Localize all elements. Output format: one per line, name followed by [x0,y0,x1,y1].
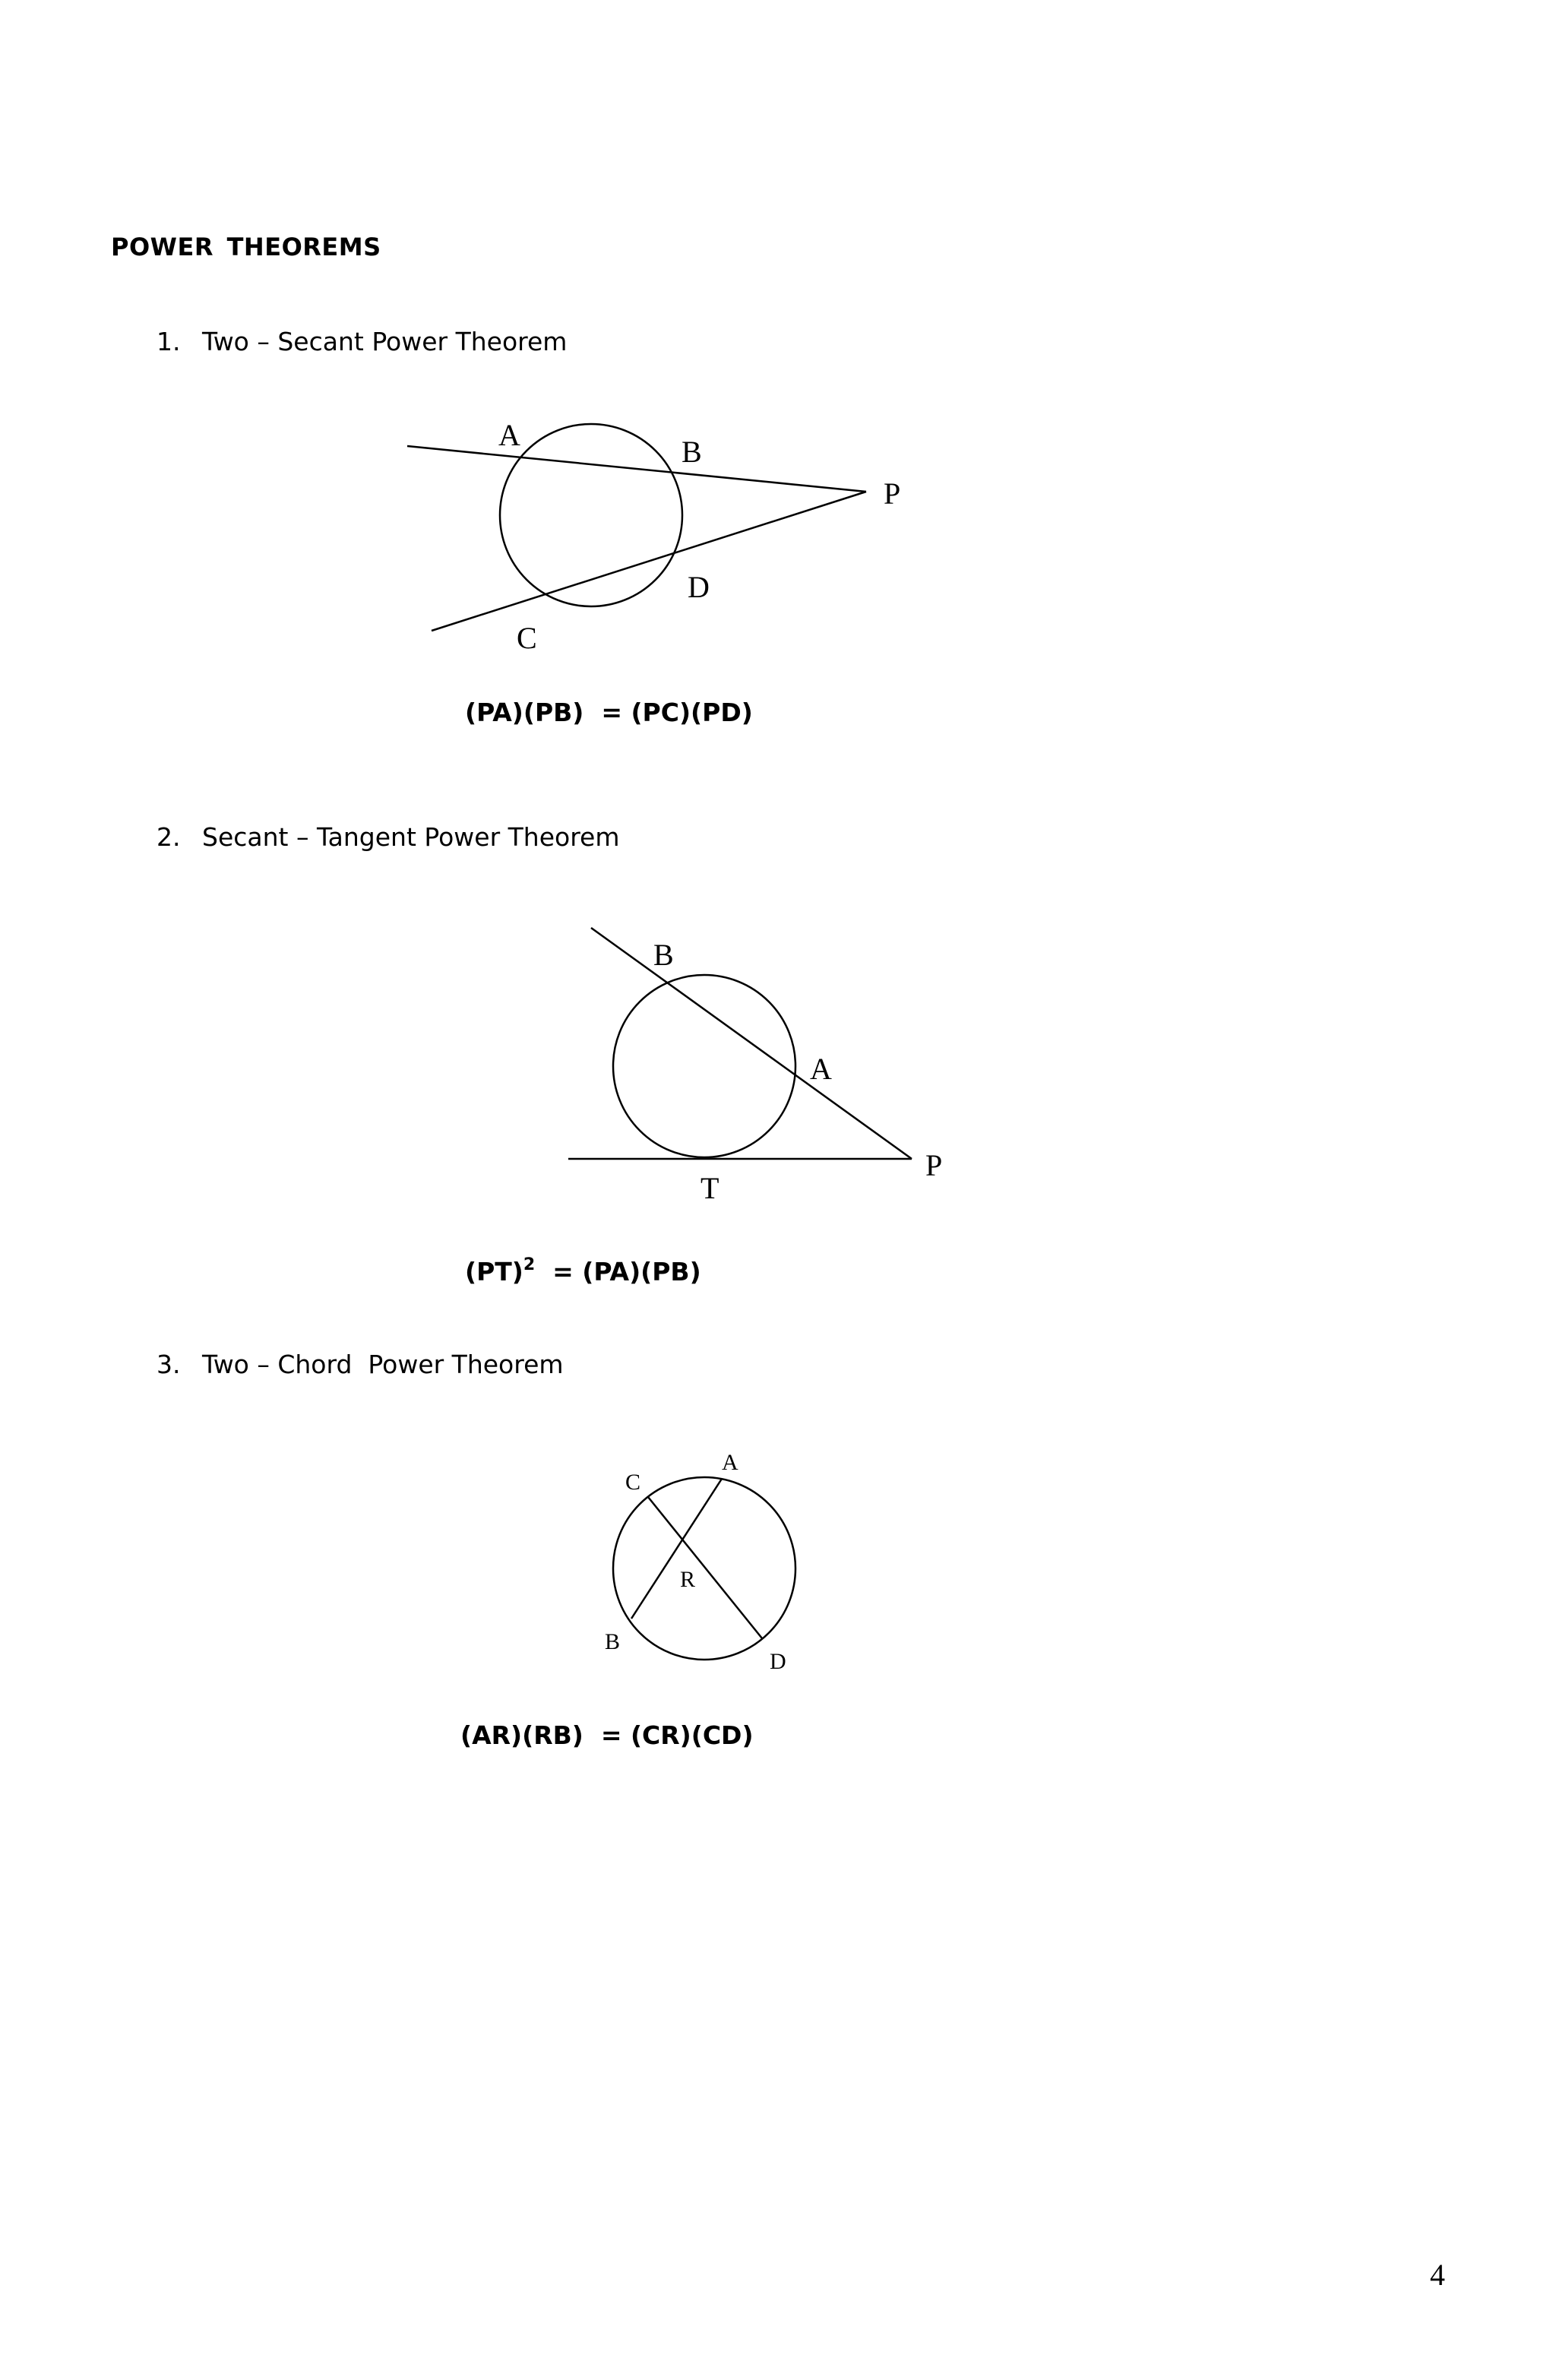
label-C: C [625,1470,641,1495]
theorem-2-number: 2. [157,822,181,852]
secant-line-upper [407,446,866,492]
secant-line-lower [432,492,866,631]
theorem-3-title: Two – Chord Power Theorem [202,1350,564,1379]
label-T: T [701,1171,719,1205]
label-A: A [810,1052,832,1086]
label-D: D [688,570,710,604]
secant-tangent-figure [568,928,942,1205]
label-B: B [682,435,702,469]
label-A: A [498,418,520,452]
label-P: P [925,1148,943,1182]
theorem-3-number: 3. [157,1350,181,1379]
label-B: B [605,1629,621,1654]
page-number: 4 [1430,2258,1445,2292]
theorem-2-formula [465,1255,701,1287]
formula-2-exponent: 2 [523,1255,536,1274]
theorem-3-formula: (AR)(RB) = (CR)(CD) [460,1720,754,1750]
theorem-1-formula: (PA)(PB) = (PC)(PD) [465,698,753,727]
formula-2-right: = (PA)(PB) [535,1257,701,1287]
formula-2-left: (PT) [465,1257,523,1287]
two-chord-figure [605,1450,795,1674]
label-A: A [722,1450,738,1475]
theorem-3-title-line [157,1350,564,1379]
page-heading: POWER THEOREMS [111,233,381,261]
secant-line [591,928,912,1159]
theorem-1-title: Two – Secant Power Theorem [202,327,568,356]
two-secant-figure [407,418,900,655]
label-R: R [680,1567,696,1592]
theorem-1-number: 1. [157,327,181,356]
label-B: B [653,938,674,972]
label-C: C [517,621,537,655]
label-P: P [884,476,901,511]
theorem-2-title-line [157,822,620,852]
label-D: D [770,1649,786,1674]
secant-tangent-circle [613,975,795,1157]
theorem-2-title: Secant – Tangent Power Theorem [202,822,620,852]
